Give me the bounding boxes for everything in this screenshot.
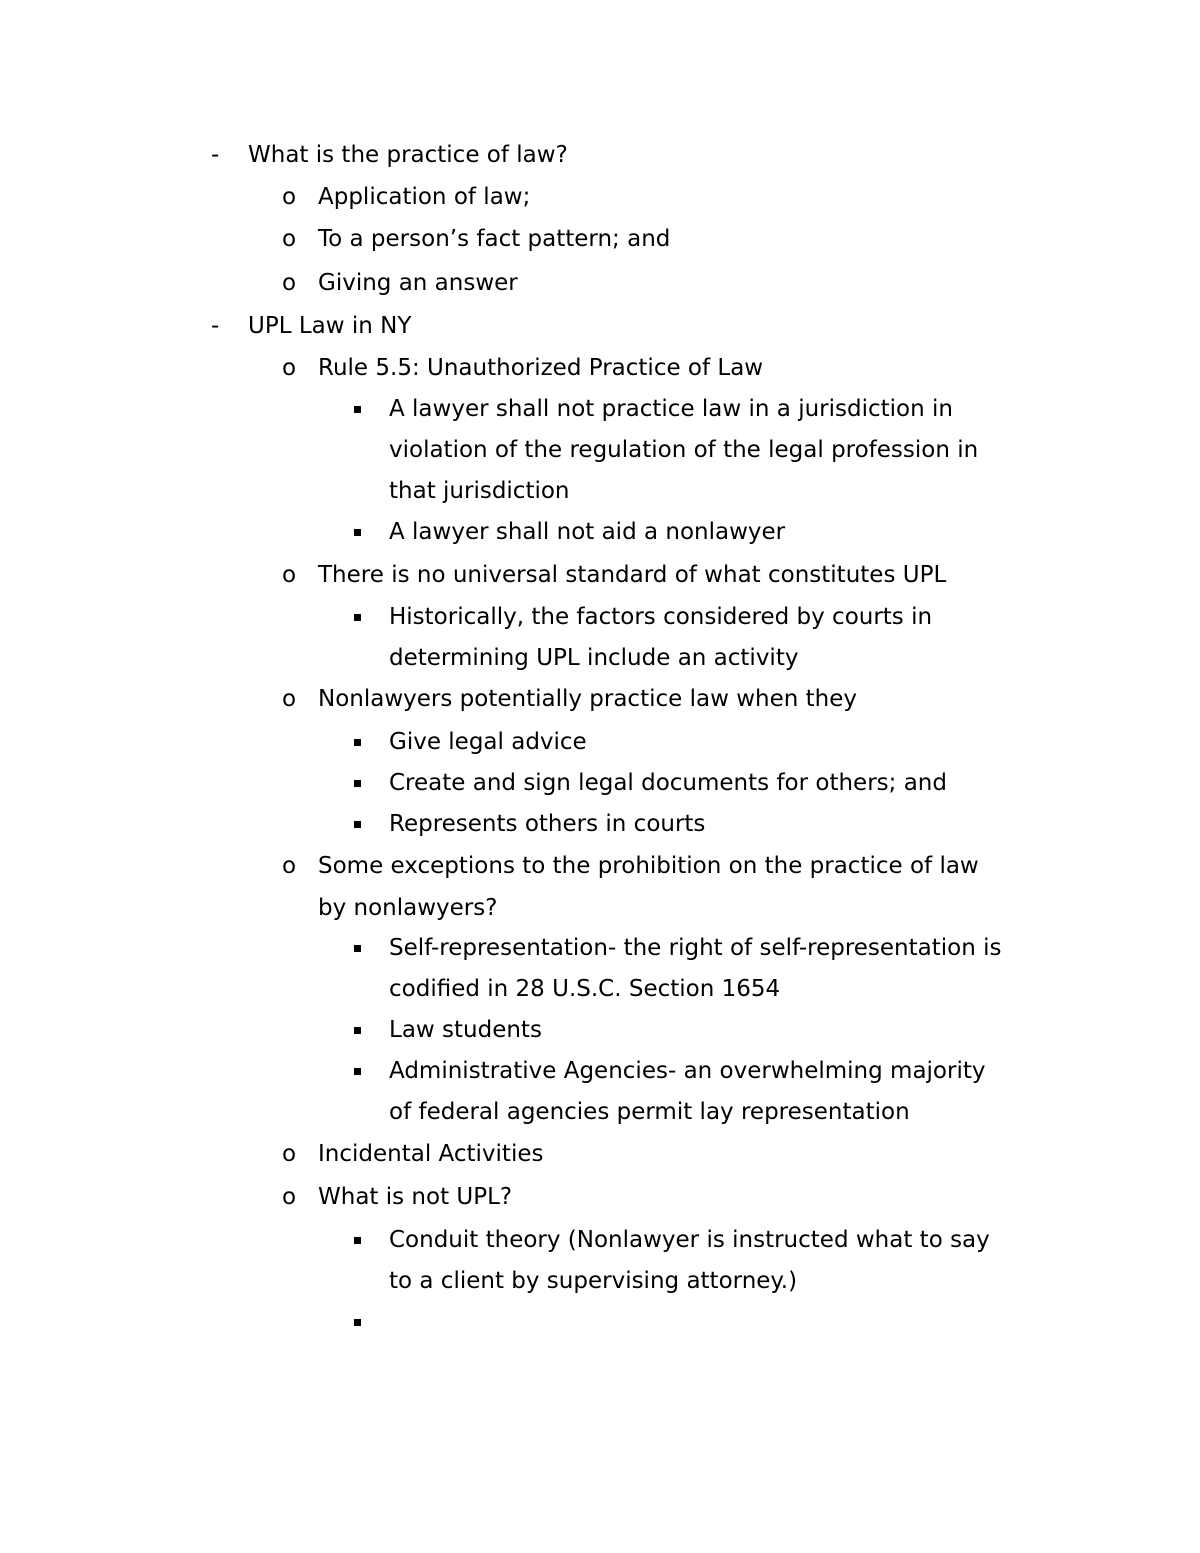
outline-item-answer: Giving an answer	[318, 270, 518, 296]
outline-item-nonlawyers: Nonlawyers potentially practice law when they	[318, 686, 857, 712]
outline-item-documents: Create and sign legal documents for others; and	[389, 770, 947, 796]
outline-item-rule-text: A lawyer shall not practice law in a jurisdiction in	[389, 396, 953, 422]
circle-bullet: o	[282, 686, 297, 712]
outline-item-upl-ny: UPL Law in NY	[248, 313, 412, 339]
square-bullet-icon	[354, 945, 361, 952]
outline-item-application: Application of law;	[318, 184, 531, 210]
outline-item-conduit-cont: to a client by supervising attorney.)	[389, 1268, 798, 1294]
square-bullet-icon	[354, 1237, 361, 1244]
outline-item-legal-advice: Give legal advice	[389, 729, 587, 755]
outline-item-fact-pattern: To a person’s fact pattern; and	[318, 226, 671, 252]
circle-bullet: o	[282, 355, 297, 381]
outline-item-historically: Historically, the factors considered by courts in	[389, 604, 933, 630]
outline-item-historically-cont: determining UPL include an activity	[389, 645, 799, 671]
circle-bullet: o	[282, 853, 297, 879]
outline-item-rule-5-5: Rule 5.5: Unauthorized Practice of Law	[318, 355, 764, 381]
outline-item-not-upl: What is not UPL?	[318, 1184, 513, 1210]
square-bullet-icon	[354, 406, 361, 413]
outline-item-self-representation-cont: codified in 28 U.S.C. Section 1654	[389, 976, 781, 1002]
outline-item-law-students: Law students	[389, 1017, 542, 1043]
outline-item-rule-text-cont: violation of the regulation of the legal profession in	[389, 437, 979, 463]
outline-item-rule-text-cont: that jurisdiction	[389, 478, 570, 504]
square-bullet-icon	[354, 1027, 361, 1034]
square-bullet-icon	[354, 614, 361, 621]
circle-bullet: o	[282, 270, 297, 296]
dash-bullet: -	[211, 313, 220, 339]
square-bullet-icon	[354, 821, 361, 828]
outline-item-conduit: Conduit theory (Nonlawyer is instructed what to say	[389, 1227, 990, 1253]
circle-bullet: o	[282, 1184, 297, 1210]
square-bullet-icon	[354, 1068, 361, 1075]
square-bullet-icon	[354, 739, 361, 746]
circle-bullet: o	[282, 1141, 297, 1167]
outline-item-practice-of-law: What is the practice of law?	[248, 142, 568, 168]
circle-bullet: o	[282, 226, 297, 252]
outline-item-agencies-cont: of federal agencies permit lay representation	[389, 1099, 910, 1125]
circle-bullet: o	[282, 184, 297, 210]
square-bullet-icon	[354, 1319, 361, 1326]
square-bullet-icon	[354, 780, 361, 787]
outline-item-aid-nonlawyer: A lawyer shall not aid a nonlawyer	[389, 519, 786, 545]
outline-item-exceptions: Some exceptions to the prohibition on the practice of law	[318, 853, 979, 879]
square-bullet-icon	[354, 529, 361, 536]
outline-item-exceptions-cont: by nonlawyers?	[318, 895, 498, 921]
circle-bullet: o	[282, 562, 297, 588]
outline-item-incidental: Incidental Activities	[318, 1141, 544, 1167]
outline-item-no-standard: There is no universal standard of what constitutes UPL	[318, 562, 947, 588]
outline-item-self-representation: Self-representation- the right of self-representation is	[389, 935, 1002, 961]
outline-item-agencies: Administrative Agencies- an overwhelming majority	[389, 1058, 986, 1084]
dash-bullet: -	[211, 142, 220, 168]
outline-item-courts: Represents others in courts	[389, 811, 706, 837]
